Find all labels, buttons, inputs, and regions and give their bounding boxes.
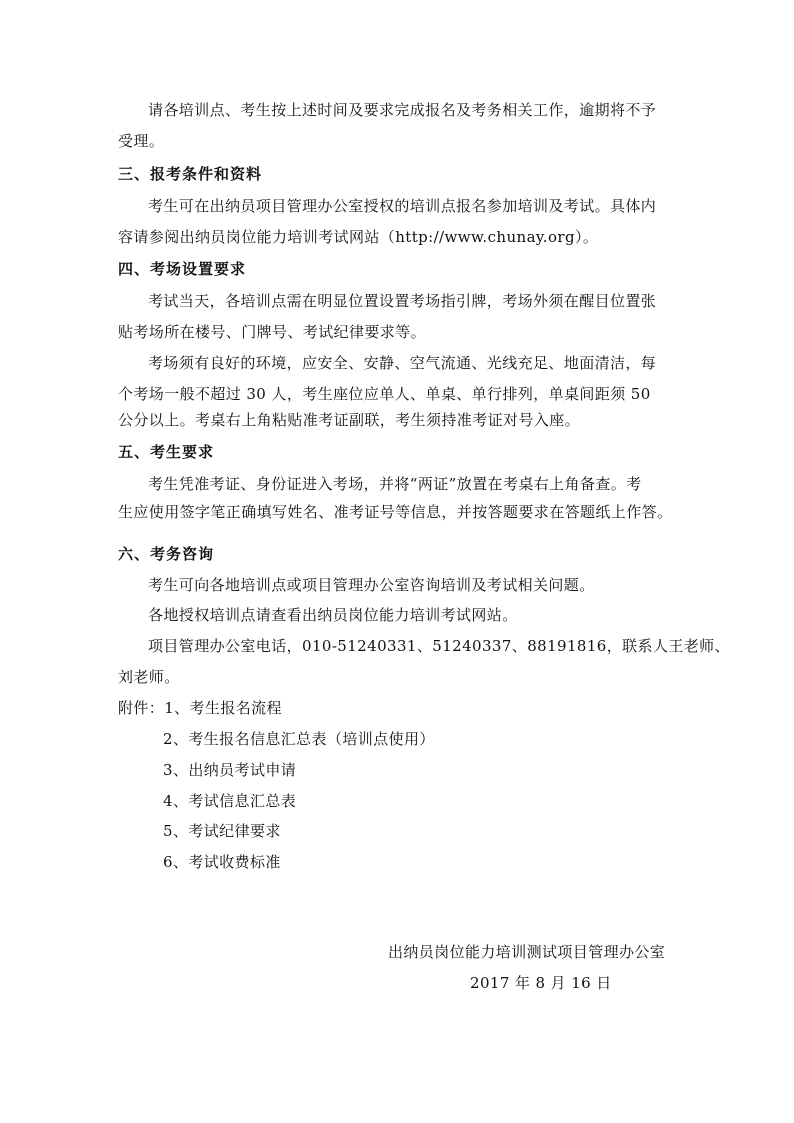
section-6-line-2: 各地授权培训点请查看出纳员岗位能力培训考试网站。: [148, 606, 518, 624]
section-5-heading: 五、考生要求: [118, 443, 215, 461]
section-4-p2-line-1: 考场须有良好的环境，应安全、安静、空气流通、光线充足、地面清洁，每: [148, 354, 657, 372]
attachment-list-first: 附件：1、考生报名流程: [118, 699, 282, 717]
section-5-line-2: 生应使用签字笔正确填写姓名、准考证号等信息，并按答题要求在答题纸上作答。: [118, 503, 673, 521]
attachment-item: 6、考试收费标准: [163, 853, 281, 871]
section-5-line-1: 考生凭准考证、身份证进入考场，并将“两证”放置在考桌右上角备查。考: [148, 475, 642, 493]
section-4-p2-line-3: 公分以上。考桌右上角粘贴准考证副联，考生须持准考证对号入座。: [118, 411, 581, 429]
signature-date: 2017 年 8 月 16 日: [470, 974, 612, 992]
intro-line-2: 受理。: [118, 132, 165, 150]
section-6-line-3: 项目管理办公室电话，010-51240331、51240337、88191816，联系人王老师、: [148, 637, 730, 655]
section-6-heading: 六、考务咨询: [118, 545, 215, 563]
section-3-line-2: 容请参阅出纳员岗位能力培训考试网站（http://www.chunay.org）。: [118, 228, 599, 246]
section-6-line-1: 考生可向各地培训点或项目管理办公室咨询培训及考试相关问题。: [148, 576, 595, 594]
section-4-p1-line-1: 考试当天，各培训点需在明显位置设置考场指引牌，考场外须在醒目位置张: [148, 292, 657, 310]
signature-org: 出纳员岗位能力培训测试项目管理办公室: [388, 943, 666, 961]
attachment-item: 4、考试信息汇总表: [163, 792, 297, 810]
section-4-p1-line-2: 贴考场所在楼号、门牌号、考试纪律要求等。: [118, 323, 427, 341]
section-6-line-4: 刘老师。: [118, 668, 180, 686]
attachment-item: 2、考生报名信息汇总表（培训点使用）: [163, 730, 435, 748]
section-3-heading: 三、报考条件和资料: [118, 165, 263, 183]
attachment-item: 5、考试纪律要求: [163, 822, 281, 840]
attachment-item: 3、出纳员考试申请: [163, 761, 297, 779]
section-4-p2-line-2: 个考场一般不超过 30 人，考生座位应单人、单桌、单行排列，单桌间距须 50: [118, 385, 651, 403]
section-4-heading: 四、考场设置要求: [118, 260, 247, 278]
intro-line-1: 请各培训点、考生按上述时间及要求完成报名及考务相关工作，逾期将不予: [148, 101, 657, 119]
section-3-line-1: 考生可在出纳员项目管理办公室授权的培训点报名参加培训及考试。具体内: [148, 197, 657, 215]
